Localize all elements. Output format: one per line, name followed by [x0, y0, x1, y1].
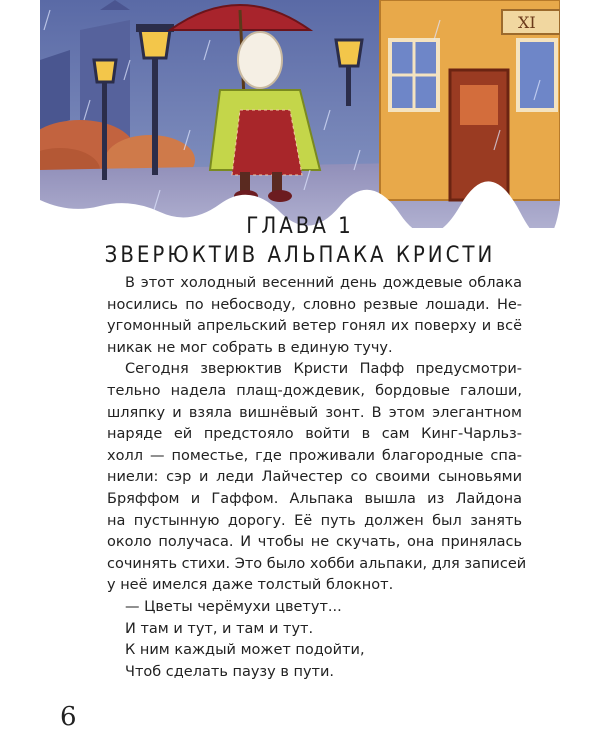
text-line: наряде ей предстояло войти в сам Кинг-Чарльз- — [107, 426, 522, 443]
text-line: около получаса. И чтобы не скучать, она принялась — [107, 534, 522, 551]
poem-line: — Цветы черёмухи цветут... — [125, 598, 342, 615]
text-line: шляпку и взяла вишнёвый зонт. В этом элегантном — [107, 404, 522, 421]
poem — [107, 597, 522, 683]
text-line: никак не мог собрать в единую тучу. — [107, 339, 393, 356]
page-number: 6 — [60, 702, 77, 732]
text-line: сочинять стихи. Это было хобби альпаки, для записей — [107, 555, 527, 572]
text-line: на пустынную дорогу. Её путь должен был занять — [107, 512, 522, 529]
paragraph — [107, 273, 522, 359]
chapter-heading — [40, 213, 560, 270]
text-line: ниели: сэр и леди Лайчестер со своими сыновьями — [107, 469, 522, 486]
shop-sign-text: ХI — [518, 13, 536, 32]
chapter-number: ГЛАВА 1 — [246, 214, 354, 239]
text-line: у неё имелся даже толстый блокнот. — [107, 577, 394, 594]
chapter-title: ЗВЕРЮКТИВ АЛЬПАКА КРИСТИ — [104, 243, 496, 268]
poem-line: К ним каждый может подойти, — [125, 642, 365, 659]
poem-line: Чтоб сделать паузу в пути. — [125, 663, 335, 680]
paragraph — [107, 359, 527, 597]
text-line: угомонный апрельский ветер гонял их поверху и всё — [107, 318, 522, 335]
text-line: Сегодня зверюктив Кристи Пафф предусмотри- — [125, 361, 522, 378]
text-line: носились по небосводу, словно резвые лошади. Не- — [107, 296, 522, 313]
text-line: тельно надела плащ-дождевик, бордовые галоши, — [107, 382, 522, 399]
text-line: Бряффом и Гаффом. Альпака вышла из Лайдона — [107, 490, 522, 507]
poem-line: И там и тут, и там и тут. — [125, 620, 314, 637]
text-line: В этот холодный весенний день дождевые облака — [125, 275, 522, 291]
text-line: холл — поместье, где проживали благородные спа- — [107, 447, 522, 464]
chapter-illustration — [40, 0, 560, 228]
body-text — [107, 273, 527, 683]
